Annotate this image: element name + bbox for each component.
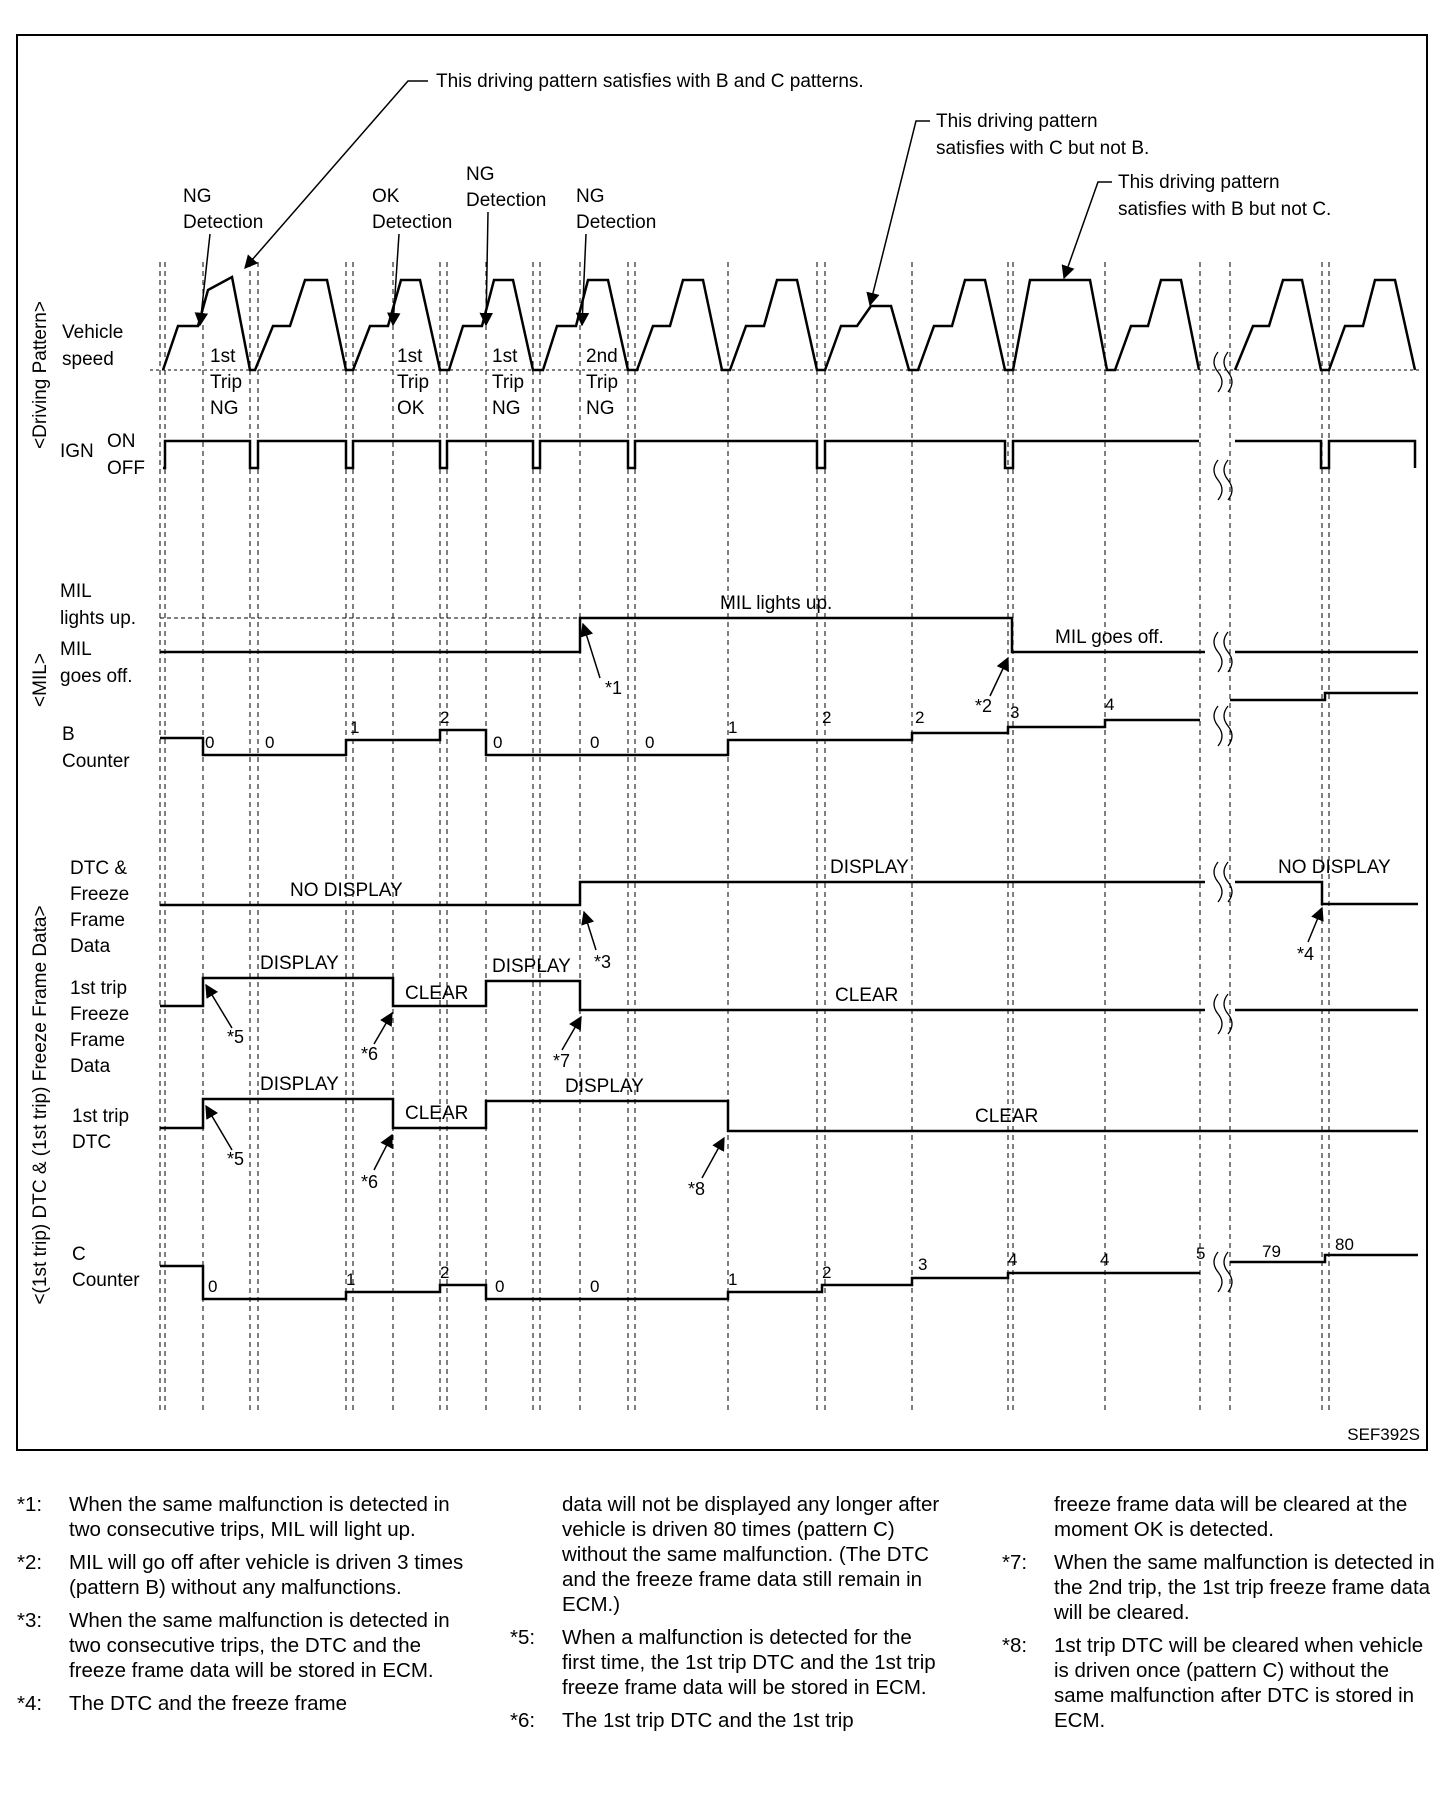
trip-4-l3: NG	[586, 398, 615, 419]
note-marker-10: *8	[688, 1179, 706, 1199]
note-arrow-6	[374, 1013, 392, 1044]
footnote-5-text: When a malfunction is detected for the first time, the 1st trip DTC and the 1st trip freeze frame data will be stored in ECM.	[562, 1626, 936, 1699]
note-marker-3: *3	[594, 952, 612, 972]
note-arrow-2	[990, 658, 1008, 696]
detection-1-label2: Detection	[183, 212, 264, 233]
dtc1-display-1-label: DISPLAY	[260, 1074, 339, 1095]
label-ff1-4: Data	[70, 1056, 111, 1077]
detection-4-label2: Detection	[576, 212, 657, 233]
note-marker-4: *4	[1297, 944, 1315, 964]
callout-c-not-b-leader	[870, 121, 930, 305]
footnote-7	[1002, 1550, 1442, 1625]
dtc1-clear-1-label: CLEAR	[405, 1103, 469, 1124]
detection-4-label1: NG	[576, 186, 605, 207]
dtc-no-display-label: NO DISPLAY	[290, 880, 403, 901]
label-mil-lights-1: MIL	[60, 581, 92, 602]
b-counter-value-2: 0	[265, 733, 275, 752]
footnote-2-text: MIL will go off after vehicle is driven 3 times (pattern B) without any malfunctions.	[69, 1551, 464, 1599]
note-marker-6: *6	[361, 1044, 379, 1064]
footnote-3-text: When the same malfunction is detected in two consecutive trips, the DTC and the freeze frame data will be stored in ECM.	[69, 1609, 450, 1682]
c-counter-value-8: 3	[918, 1255, 928, 1274]
footnote-8-text: 1st trip DTC will be cleared when vehicle is driven once (pattern C) without the same malfunction after DTC is stored in ECM.	[1054, 1634, 1424, 1732]
label-ff1-1: 1st trip	[70, 978, 128, 999]
ff1-display-2-label: DISPLAY	[492, 956, 571, 977]
c-counter-value-5: 0	[590, 1277, 600, 1296]
label-dtc1-1: 1st trip	[72, 1106, 130, 1127]
callout-c-not-b-line1: This driving pattern	[936, 111, 1098, 132]
group-label-dtc: <(1st trip) DTC & (1st trip) Freeze Frame Data>	[30, 905, 51, 1305]
b-counter-value-3: 1	[350, 718, 360, 737]
detection-3-label1: NG	[466, 164, 495, 185]
label-on: ON	[107, 431, 136, 452]
mil-lights-up-label: MIL lights up.	[720, 593, 833, 614]
label-vehicle: Vehicle	[62, 322, 124, 343]
footnote-8	[1002, 1633, 1442, 1733]
b-counter-value-9: 2	[822, 708, 832, 727]
c-counter-value-2: 1	[346, 1270, 356, 1289]
note-marker-2: *2	[975, 696, 993, 716]
detection-2-arrow	[393, 234, 399, 325]
label-ff1-3: Frame	[70, 1030, 125, 1051]
label-c-counter-1: C	[72, 1244, 86, 1265]
b-counter-value-10: 2	[915, 708, 925, 727]
footnote-2	[17, 1550, 472, 1600]
b-counter-value-4: 2	[440, 708, 450, 727]
trip-1-l2: Trip	[210, 372, 243, 393]
note-marker-5: *5	[227, 1027, 245, 1047]
note-arrow-5	[206, 985, 232, 1028]
c-counter-value-7: 2	[822, 1263, 832, 1282]
ff1-clear-1-label: CLEAR	[405, 983, 469, 1004]
footnote-4	[17, 1691, 472, 1716]
c-counter-values	[208, 1235, 1354, 1296]
footnote-7-mark: *7:	[1002, 1551, 1028, 1574]
detection-2-label2: Detection	[372, 212, 453, 233]
dtc-display-label: DISPLAY	[830, 857, 909, 878]
footnote-7-text: When the same malfunction is detected in the 2nd trip, the 1st trip freeze frame data will be cleared.	[1054, 1551, 1435, 1624]
c-counter-value-1: 0	[208, 1277, 218, 1296]
c-counter-value-3: 2	[440, 1263, 450, 1282]
trip-1-l3: NG	[210, 398, 239, 419]
c-counter-value-6: 1	[728, 1270, 738, 1289]
label-b-counter-2: Counter	[62, 751, 130, 772]
trip-1-l1: 1st	[210, 346, 236, 367]
note-marker-1: *1	[605, 678, 623, 698]
label-dtc-3: Frame	[70, 910, 125, 931]
note-arrow-3	[584, 912, 596, 950]
note-arrow-10	[702, 1138, 724, 1178]
dtc-no-display-2-label: NO DISPLAY	[1278, 857, 1391, 878]
note-markers	[206, 624, 1322, 1199]
trip-2-l1: 1st	[397, 346, 423, 367]
note-marker-8: *5	[227, 1149, 245, 1169]
note-marker-7: *7	[553, 1051, 571, 1071]
label-mil-off-2: goes off.	[60, 666, 133, 687]
dtc1-trace	[160, 1099, 1418, 1131]
figure-code: SEF392S	[1347, 1425, 1420, 1444]
footnote-1-text: When the same malfunction is detected in two consecutive trips, MIL will light up.	[69, 1493, 450, 1541]
ff1-display-1-label: DISPLAY	[260, 953, 339, 974]
group-label-mil: <MIL>	[30, 653, 51, 707]
note-arrow-9	[374, 1135, 392, 1170]
b-counter-value-12: 4	[1105, 695, 1115, 714]
callout-c-not-b-line2: satisfies with C but not B.	[936, 138, 1150, 159]
vertical-guides	[160, 262, 1329, 1410]
group-label-driving-pattern: <Driving Pattern>	[30, 301, 51, 449]
footnote-1	[17, 1492, 472, 1542]
label-speed: speed	[62, 349, 114, 370]
callout-bc-leader	[245, 81, 428, 268]
trip-2-l3: OK	[397, 398, 425, 419]
label-mil-off-1: MIL	[60, 639, 92, 660]
label-b-counter-1: B	[62, 724, 75, 745]
footnotes-col2	[510, 1492, 940, 1741]
c-counter-value-11: 5	[1196, 1244, 1206, 1263]
note-arrow-4	[1308, 908, 1322, 942]
label-mil-lights-2: lights up.	[60, 608, 137, 629]
break-marks	[1214, 352, 1232, 1292]
footnote-4-mark: *4:	[17, 1692, 43, 1715]
label-dtc-1: DTC &	[70, 858, 127, 879]
footnote-5	[510, 1625, 940, 1700]
label-ff1-2: Freeze	[70, 1004, 130, 1025]
c-counter-value-13: 80	[1335, 1235, 1354, 1254]
mil-trace	[160, 618, 1418, 652]
trip-4-l2: Trip	[586, 372, 619, 393]
c-counter-value-9: 4	[1008, 1250, 1018, 1269]
label-dtc1-2: DTC	[72, 1132, 112, 1153]
detection-4-arrow	[582, 234, 586, 325]
detection-3-label2: Detection	[466, 190, 547, 211]
note-marker-9: *6	[361, 1172, 379, 1192]
label-ign: IGN	[60, 441, 94, 462]
c-counter-value-4: 0	[495, 1277, 505, 1296]
footnote-6-continued: freeze frame data will be cleared at the moment OK is detected.	[1054, 1493, 1408, 1541]
footnote-1-mark: *1:	[17, 1493, 43, 1516]
note-arrow-8	[206, 1106, 232, 1150]
b-counter-value-11: 3	[1010, 703, 1020, 722]
ign-trace	[163, 441, 1415, 468]
footnote-6	[510, 1708, 940, 1733]
diagram-frame	[17, 35, 1427, 1450]
callout-b-not-c-line2: satisfies with B but not C.	[1118, 199, 1332, 220]
footnote-6-text: The 1st trip DTC and the 1st trip	[562, 1709, 854, 1732]
trip-2-l2: Trip	[397, 372, 430, 393]
b-counter-value-8: 1	[728, 718, 738, 737]
trip-3-l2: Trip	[492, 372, 525, 393]
label-off: OFF	[107, 458, 145, 479]
footnote-2-mark: *2:	[17, 1551, 43, 1574]
note-arrow-1	[583, 624, 600, 678]
footnote-5-mark: *5:	[510, 1626, 536, 1649]
b-counter-value-5: 0	[493, 733, 503, 752]
dtc1-clear-2-label: CLEAR	[975, 1106, 1039, 1127]
label-dtc-4: Data	[70, 936, 111, 957]
vehicle-speed-trace	[163, 277, 1415, 370]
b-counter-value-7: 0	[645, 733, 655, 752]
footnotes-col3	[1002, 1492, 1442, 1741]
label-dtc-2: Freeze	[70, 884, 130, 905]
footnote-6-mark: *6:	[510, 1709, 536, 1732]
b-counter-value-6: 0	[590, 733, 600, 752]
trip-3-l1: 1st	[492, 346, 518, 367]
dtc1-display-2-label: DISPLAY	[565, 1076, 644, 1097]
footnote-4-continued: data will not be displayed any longer after vehicle is driven 80 times (pattern C) without the same malfunction. (The DTC and the freeze frame data still remain in ECM.)	[562, 1493, 940, 1616]
callout-b-not-c-line1: This driving pattern	[1118, 172, 1280, 193]
b-counter-value-1: 0	[205, 733, 215, 752]
mil-goes-off-label: MIL goes off.	[1055, 627, 1164, 648]
b-counter-trace	[160, 693, 1418, 755]
footnote-3-mark: *3:	[17, 1609, 43, 1632]
trip-4-l1: 2nd	[586, 346, 618, 367]
footnote-3	[17, 1608, 472, 1683]
detection-1-label1: NG	[183, 186, 212, 207]
callout-bc: This driving pattern satisfies with B and C patterns.	[436, 71, 864, 92]
c-counter-value-12: 79	[1262, 1242, 1281, 1261]
footnote-4-text: The DTC and the freeze frame	[69, 1692, 348, 1715]
ff1-clear-2-label: CLEAR	[835, 985, 899, 1006]
note-arrow-7	[562, 1017, 581, 1050]
ff1-trace	[160, 978, 1418, 1010]
c-counter-value-10: 4	[1100, 1250, 1110, 1269]
footnotes-col1	[17, 1492, 472, 1724]
trip-3-l3: NG	[492, 398, 521, 419]
footnote-8-mark: *8:	[1002, 1634, 1028, 1657]
label-c-counter-2: Counter	[72, 1270, 140, 1291]
detection-2-label1: OK	[372, 186, 400, 207]
